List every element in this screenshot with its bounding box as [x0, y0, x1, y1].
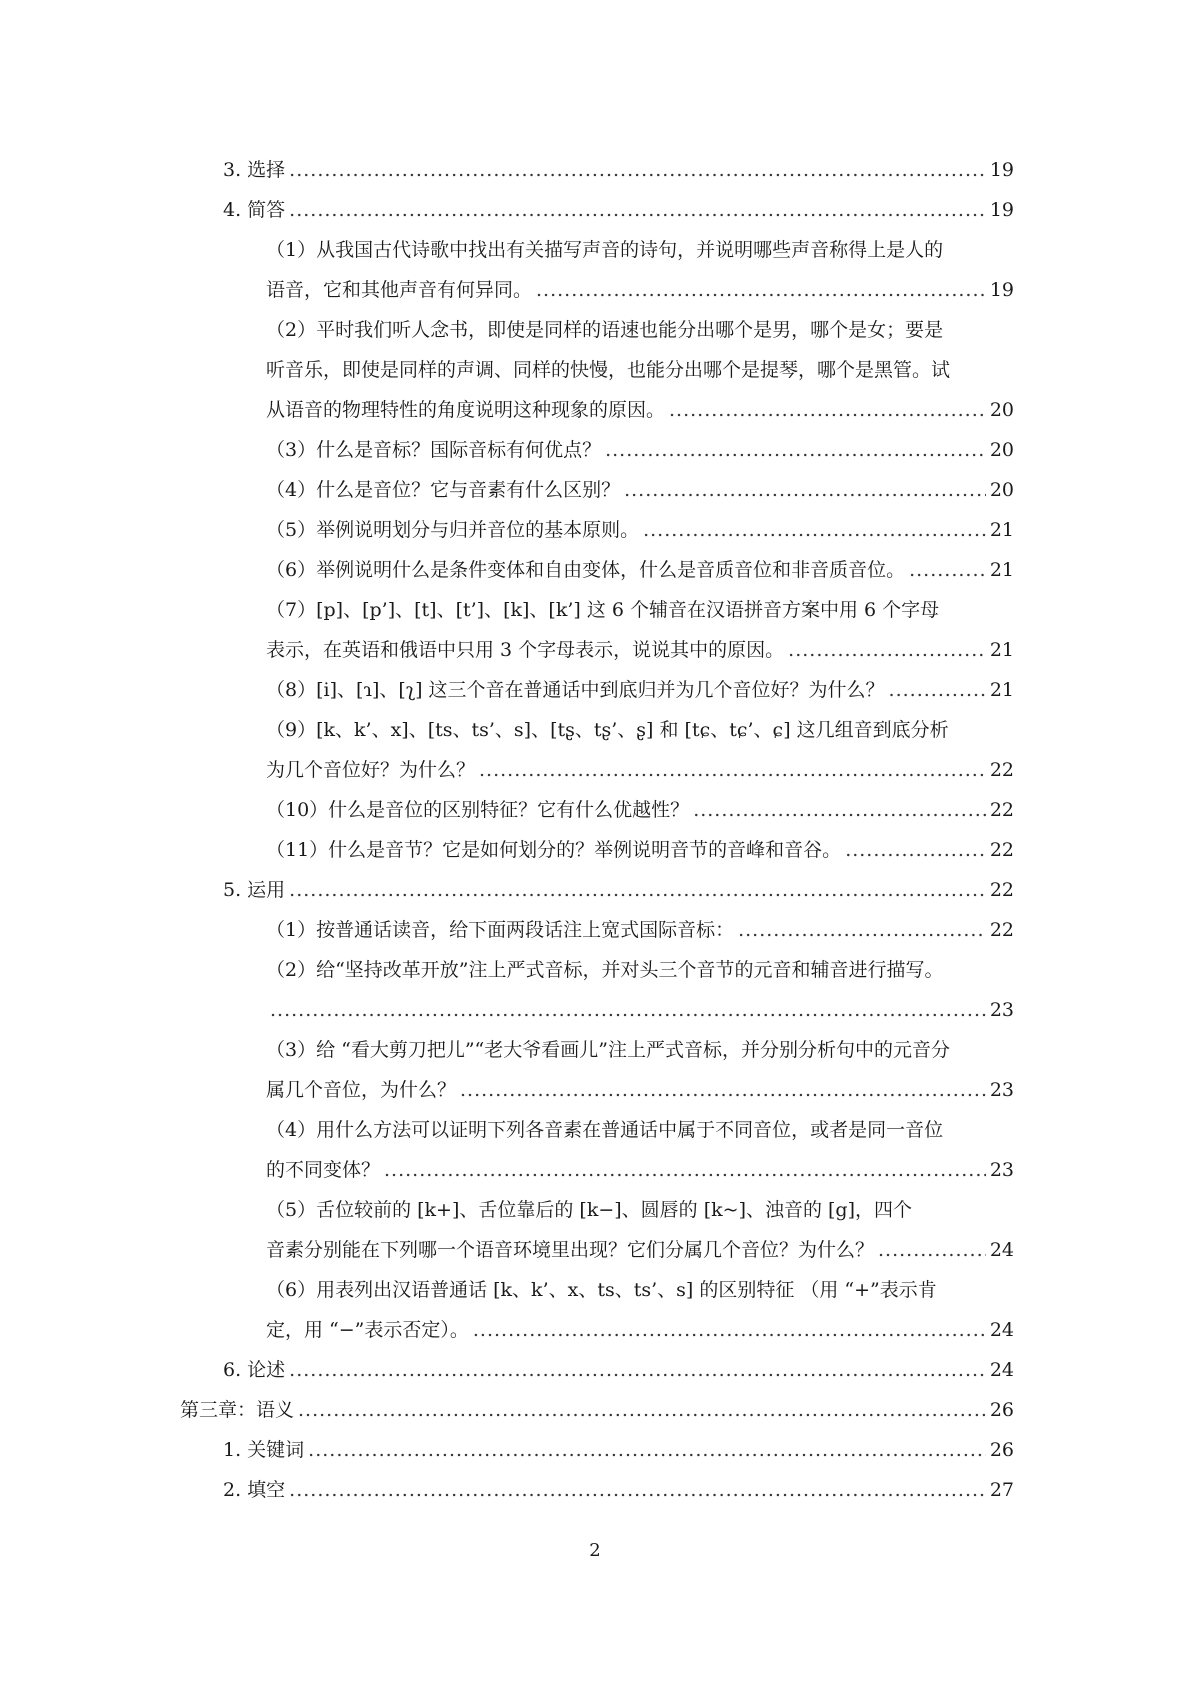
toc-entry-title: （11）什么是音节？它是如何划分的？举例说明音节的音峰和音谷。 [266, 839, 842, 861]
toc-leader-dots [738, 910, 986, 950]
toc-page-number: 24 [989, 1359, 1014, 1381]
toc-leader-dots [624, 470, 986, 510]
toc-page-number: 22 [989, 919, 1014, 941]
toc-entry-line[interactable] [180, 1270, 1014, 1310]
toc-page-number: 21 [989, 559, 1014, 581]
toc-entry-line[interactable] [180, 710, 1014, 750]
toc-page-number: 19 [989, 159, 1014, 181]
toc-page-number: 22 [989, 759, 1014, 781]
toc-leader-dots [693, 790, 986, 830]
toc-entry[interactable] [180, 550, 1014, 590]
toc-leader-dots [384, 1150, 986, 1190]
toc-entry-title-cont: 表示，在英语和俄语中只用 3 个字母表示，说说其中的原因。 [266, 639, 785, 661]
toc-entry-title: （4）用什么方法可以证明下列各音素在普通话中属于不同音位，或者是同一音位 [266, 1119, 944, 1141]
toc-leader-dots [308, 1430, 986, 1470]
toc-chapter-entry[interactable] [180, 1390, 1014, 1430]
toc-page-number: 20 [989, 399, 1014, 421]
toc-entry-title-cont: 听音乐，即使是同样的声调、同样的快慢，也能分出哪个是提琴，哪个是黑管。试 [266, 359, 951, 381]
toc-entry-title-cont: 从语音的物理特性的角度说明这种现象的原因。 [266, 399, 666, 421]
toc-entry[interactable] [180, 1470, 1014, 1510]
toc-entry-line[interactable] [180, 230, 1014, 270]
toc-entry-title-cont: 属几个音位，为什么？ [266, 1079, 457, 1101]
toc-page-number: 19 [989, 279, 1014, 301]
toc-entry-title: （5）舌位较前的 [k+]、舌位靠后的 [k−]、圆唇的 [k~]、浊音的 [g]，四个 [266, 1199, 913, 1221]
toc-entry-title-cont: 音素分别能在下列哪一个语音环境里出现？它们分属几个音位？为什么？ [266, 1239, 875, 1261]
toc-page-number: 24 [989, 1319, 1014, 1341]
toc-entry-line[interactable] [180, 310, 1014, 350]
toc-entry-title: 2. 填空 [223, 1479, 286, 1501]
toc-leader-dots [270, 990, 986, 1030]
toc-chapter-title: 第三章：语义 [180, 1399, 295, 1421]
toc-entry-line[interactable] [180, 950, 1014, 990]
toc-entry-title-cont: 为几个音位好？为什么？ [266, 759, 476, 781]
toc-leader-dots [460, 1070, 986, 1110]
toc-leader-dots [289, 150, 986, 190]
toc-entry-title: 3. 选择 [223, 159, 286, 181]
toc-leader-dots [889, 670, 986, 710]
toc-entry-title-cont: 的不同变体？ [266, 1159, 381, 1181]
toc-entry-title: （8）[i]、[ɿ]、[ʅ] 这三个音在普通话中到底归并为几个音位好？为什么？ [266, 679, 885, 701]
toc-entry[interactable] [180, 510, 1014, 550]
toc-entry-title: （10）什么是音位的区别特征？它有什么优越性？ [266, 799, 690, 821]
toc-entry[interactable] [180, 790, 1014, 830]
toc-entry-title: （1）从我国古代诗歌中找出有关描写声音的诗句，并说明哪些声音称得上是人的 [266, 239, 944, 261]
toc-page-number: 21 [989, 639, 1014, 661]
toc-entry[interactable] [180, 1350, 1014, 1390]
toc-entry-title: （7）[p]、[p’]、[t]、[t’]、[k]、[k’] 这 6 个辅音在汉语拼音方案中用 6 个字母 [266, 599, 940, 621]
toc-entry-title: （4）什么是音位？它与音素有什么区别？ [266, 479, 621, 501]
toc-page-number: 20 [989, 479, 1014, 501]
toc-entry-line[interactable] [180, 350, 1014, 390]
toc-entry-title: （5）举例说明划分与归并音位的基本原则。 [266, 519, 640, 541]
toc-entry-title-cont: 定，用 “−”表示否定）。 [266, 1319, 469, 1341]
toc-page-number: 22 [989, 879, 1014, 901]
table-of-contents [180, 150, 1014, 1510]
toc-leader-dots [643, 510, 986, 550]
toc-entry[interactable] [180, 190, 1014, 230]
toc-entry-title: 5. 运用 [223, 879, 286, 901]
toc-entry-line[interactable] [180, 1190, 1014, 1230]
toc-leader-dots [473, 1310, 986, 1350]
toc-entry-title: 6. 论述 [223, 1359, 286, 1381]
toc-leader-dots [289, 1350, 986, 1390]
toc-entry-title: （6）举例说明什么是条件变体和自由变体，什么是音质音位和非音质音位。 [266, 559, 906, 581]
toc-entry-title: （1）按普通话读音，给下面两段话注上宽式国际音标： [266, 919, 735, 941]
toc-entry[interactable] [180, 470, 1014, 510]
toc-entry-title: （3）给 “看大剪刀把儿”“老大爷看画儿”注上严式音标，并分别分析句中的元音分 [266, 1039, 950, 1061]
toc-leader-dots [479, 750, 986, 790]
toc-entry-title: （3）什么是音标？国际音标有何优点？ [266, 439, 602, 461]
toc-leader-dots [845, 830, 986, 870]
toc-page-number: 27 [989, 1479, 1014, 1501]
toc-entry[interactable] [180, 1150, 1014, 1190]
toc-entry[interactable] [180, 830, 1014, 870]
toc-leader-dots [298, 1390, 986, 1430]
toc-entry[interactable] [180, 1430, 1014, 1470]
toc-page-number: 26 [989, 1439, 1014, 1461]
toc-entry[interactable] [180, 630, 1014, 670]
toc-leader-dots [605, 430, 986, 470]
toc-entry[interactable] [180, 1310, 1014, 1350]
toc-leader-dots [289, 1470, 986, 1510]
toc-entry-title: （2）给“坚持改革开放”注上严式音标，并对头三个音节的元音和辅音进行描写。 [266, 959, 944, 981]
toc-entry[interactable] [180, 390, 1014, 430]
toc-entry[interactable] [180, 150, 1014, 190]
toc-page-number: 24 [989, 1239, 1014, 1261]
toc-page-number: 23 [989, 1159, 1014, 1181]
toc-entry[interactable] [180, 430, 1014, 470]
toc-entry[interactable] [180, 910, 1014, 950]
toc-entry-line[interactable] [180, 1030, 1014, 1070]
toc-entry-title: 1. 关键词 [223, 1439, 305, 1461]
toc-leader-dots [909, 550, 986, 590]
toc-leader-dots [289, 870, 986, 910]
toc-entry-title: （9）[k、k’、x]、[ts、ts’、s]、[tʂ、tʂ’、ʂ] 和 [tɕ、tɕ’、ɕ] 这几组音到底分析 [266, 719, 949, 741]
toc-entry-line[interactable] [180, 1110, 1014, 1150]
toc-entry-title-cont: 语音，它和其他声音有何异同。 [266, 279, 533, 301]
toc-entry-title: （2）平时我们听人念书，即使是同样的语速也能分出哪个是男，哪个是女；要是 [266, 319, 944, 341]
toc-entry-title: （6）用表列出汉语普通话 [k、k’、x、ts、ts’、s] 的区别特征 （用 “+”表示肯 [266, 1279, 937, 1301]
toc-page-number: 26 [989, 1399, 1014, 1421]
page-number: 2 [589, 1540, 601, 1561]
toc-leader-dots [669, 390, 986, 430]
toc-page-number: 20 [989, 439, 1014, 461]
toc-entry[interactable] [180, 1070, 1014, 1110]
toc-page-number: 21 [989, 519, 1014, 541]
toc-entry-title: 4. 简答 [223, 199, 286, 221]
toc-page-number: 23 [989, 1079, 1014, 1101]
toc-entry[interactable] [180, 670, 1014, 710]
toc-entry[interactable] [180, 1230, 1014, 1270]
toc-page-number: 22 [989, 799, 1014, 821]
toc-entry[interactable] [180, 990, 1014, 1030]
toc-leader-dots [536, 270, 986, 310]
toc-entry[interactable] [180, 870, 1014, 910]
toc-page-number: 22 [989, 839, 1014, 861]
toc-leader-dots [878, 1230, 986, 1270]
toc-page-number: 23 [989, 999, 1014, 1021]
toc-page-number: 21 [989, 679, 1014, 701]
toc-leader-dots [289, 190, 986, 230]
toc-entry[interactable] [180, 270, 1014, 310]
toc-leader-dots [788, 630, 986, 670]
toc-entry[interactable] [180, 750, 1014, 790]
toc-entry-line[interactable] [180, 590, 1014, 630]
toc-page-number: 19 [989, 199, 1014, 221]
